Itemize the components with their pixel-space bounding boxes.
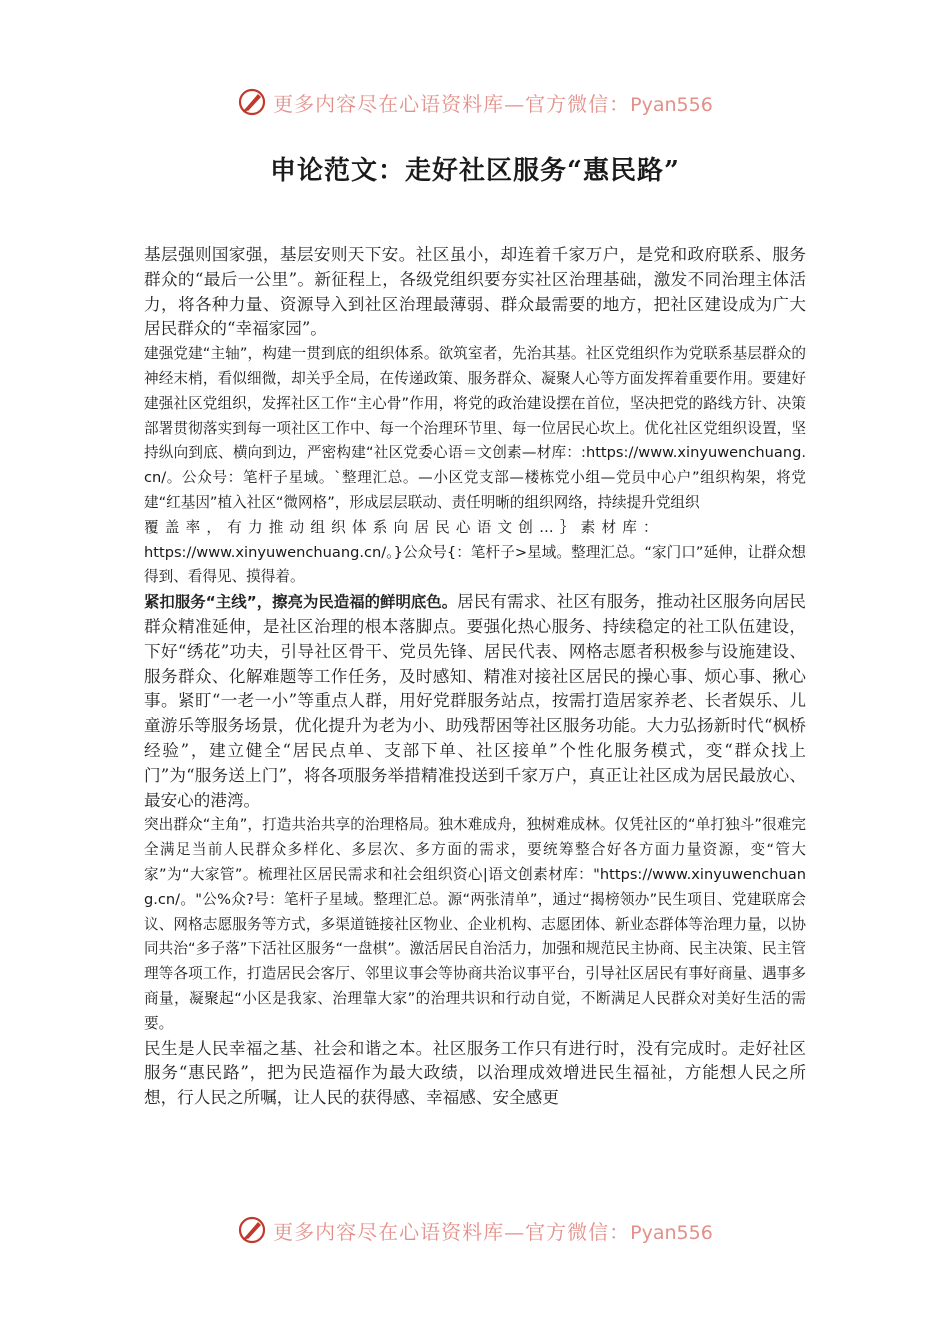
brush-logo-icon: [237, 1215, 267, 1245]
header-wechat-handle: Pyan556: [630, 93, 713, 116]
footer-banner-text: 更多内容尽在心语资料库—官方微信：Pyan556: [273, 1219, 713, 1244]
header-banner: [0, 82, 950, 122]
footer-wechat-handle: Pyan556: [630, 1221, 713, 1244]
brush-logo-icon: [237, 87, 267, 117]
footer-banner: [0, 1210, 950, 1250]
paragraph-intro: 基层强则国家强，基层安则天下安。社区虽小，却连着千家万户，是党和政府联系、服务群众的“最后一公里”。新征程上，各级党组织要夯实社区治理基础，激发不同治理主体活力，将各种力量、资源导入到社区治理最薄弱、群众最需要的地方，把社区建设成为广大居民群众的“幸福家园”。: [144, 245, 806, 339]
paragraph-conclusion: 民生是人民幸福之基、社会和谐之本。社区服务工作只有进行时，没有完成时。走好社区服务“惠民路”，把为民造福作为最大政绩，以治理成效增进民生福祉，方能想人民之所想，行人民之所嘱，让人民的获得感、幸福感、安全感更: [144, 1038, 806, 1108]
paragraph-governance: 突出群众“主角”，打造共治共享的治理格局。独木难成舟，独树难成林。仅凭社区的“单打独斗”很难完全满足当前人民群众多样化、多层次、多方面的需求，要统筹整合好各方面力量资源，变“管大家”为“大家管”。梳理社区居民需求和社会组织资心|语文创素材库："https://www.xinyuwenchuang.cn/。"公%众?号：笔杆子星域。整理汇总。源“两张清单”，通过“揭榜领办”民生项目、党建联席会议、网格志愿服务等方式，多渠道链接社区物业、企业机构、志愿团体、新业态群体等治理力量，以协同共治“多子落”下活社区服务“一盘棋”。激活居民自治活力，加强和规范民主协商、民主决策、民主管理等各项工作，打造居民会客厅、邻里议事会等协商共治议事平台，引导社区居民有事好商量、遇事多商量，凝聚起“小区是我家、治理靠大家”的治理共识和行动自觉，不断满足人民群众对美好生活的需要。: [144, 816, 806, 1032]
paragraph-party-building: 建强党建“主轴”，构建一贯到底的组织体系。欲筑室者，先治其基。社区党组织作为党联系基层群众的神经末梢，看似细微，却关乎全局，在传递政策、服务群众、凝聚人心等方面发挥着重要作用。要建好建强社区党组织，发挥社区工作“主心骨”作用，将党的政治建设摆在首位，坚决把党的路线方针、决策部署贯彻落实到每一项社区工作中、每一个治理环节里、每一位居民心坎上。优化社区党组织设置，坚持纵向到底、横向到边，严密构建“社区党委心语＝文创素—材库：:https://www.xinyuwenchuang.cn/。公众号：笔杆子星域。`整理汇总。—小区党支部—楼栋党小组—党员中心户”组织构架，将党建“红基因”植入社区“微网格”，形成层层联动、责任明晰的组织网络，持续提升党组织: [144, 345, 806, 511]
document-body: [144, 243, 806, 1111]
paragraph-service: [144, 590, 806, 813]
paragraph-party-building-end: https://www.xinyuwenchuang.cn/。}公众号{：笔杆子>星域。整理汇总。“家门口”延伸，让群众想得到、看得见、摸得着。: [144, 543, 806, 586]
paragraph-service-body: 居民有需求、社区有服务，推动社区服务向居民群众精准延伸，是社区治理的根本落脚点。要强化热心服务、持续稳定的社工队伍建设，下好“绣花”功夫，引导社区骨干、党员先锋、居民代表、网格志愿者积极参与设施建设、服务群众、化解难题等工作任务，及时感知、精准对接社区居民的操心事、烦心事、揪心事。紧盯“一老一小”等重点人群，用好党群服务站点，按需打造居家养老、长者娱乐、儿童游乐等服务场景，优化提升为老为小、助残帮困等社区服务功能。大力弘扬新时代“枫桥经验”，建立健全“居民点单、支部下单、社区接单”个性化服务模式，变“群众找上门”为“服务送上门”，将各项服务举措精准投送到千家万户，真正让社区成为居民最放心、最安心的港湾。: [144, 592, 807, 810]
document-title: 申论范文：走好社区服务“惠民路”: [270, 156, 680, 186]
paragraph-service-lead: 紧扣服务“主线”，擦亮为民造福的鲜明底色。: [144, 593, 458, 612]
header-banner-text: 更多内容尽在心语资料库—官方微信：Pyan556: [273, 91, 713, 116]
paragraph-party-building-cont: 覆盖率，有力推动组织体系向居民心语文创…｝素材库：: [144, 518, 664, 536]
